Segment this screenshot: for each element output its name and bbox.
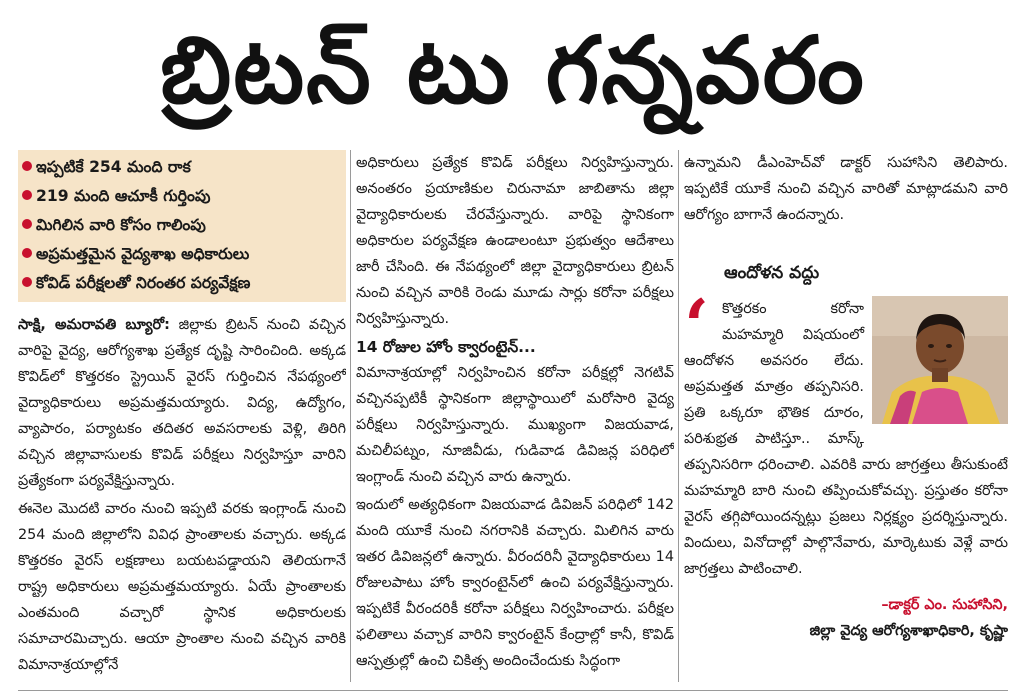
signature-name: –డాక్టర్‌ ఎం. సుహాసిని,: [881, 597, 1008, 613]
column-3: [684, 150, 1008, 690]
highlight-item: ఇప్పటికే 254 మంది రాక: [22, 153, 340, 182]
doctor-photo: [872, 296, 1008, 424]
headline: బ్రిటన్‌ టు గన్నవరం: [160, 17, 866, 124]
article-paragraph: ఇందులో అత్యధికంగా విజయవాడ డివిజన్‌ పరిధిలో 142 మంది యూకే నుంచి నగరానికి వచ్చారు. మిలిగిన వారు ఇతర డివిజన్లలో ఉన్నారు. వీరందరినీ వైద్యాధికారులు 14 రోజులపాటు హోం క్వారంటైన్‌లో ఉంచి పర్యవేక్షిస్తున్నారు. ఇప్పటికే వీరందరికీ కరోనా పరీక్షలు నిర్వహించారు. పరీక్షల ఫలితాలు వచ్చాక వారిని క్వారంటైన్‌ కేంద్రాల్లో కానీ, కొవిడ్‌ ఆస్పత్రుల్లో ఉంచి చికిత్స అందించేందుకు సిద్ధంగా: [356, 497, 674, 669]
signature: [684, 592, 1008, 644]
column-divider: [350, 150, 351, 682]
sidebar-title: ఆందోళన వద్దు: [724, 263, 820, 283]
subheading: 14 రోజుల హోం క్వారంటైన్‌...: [356, 338, 536, 356]
column-1: [18, 150, 346, 690]
column-divider: [678, 150, 679, 682]
bullet-icon: [22, 248, 32, 258]
highlight-item: 219 మంది ఆచూకీ గుర్తింపు: [22, 182, 340, 211]
bullet-icon: [22, 161, 32, 171]
bullet-icon: [22, 219, 32, 229]
article-paragraph: అధికారులు ప్రత్యేక కొవిడ్‌ పరీక్షలు నిర్వహిస్తున్నారు. అనంతరం ప్రయాణికుల చిరునామా జాబితాను జిల్లా వైద్యాధికారులకు చేరవేస్తున్నారు. వారిపై స్థానికంగా అధికారుల పర్యవేక్షణ ఉండాలంటూ ప్రభుత్వం ఆదేశాలు జారీ చేసింది. ఈ నేపథ్యంలో జిల్లా వైద్యాధికారులు బ్రిటన్‌ నుంచి వచ్చిన వారికి రెండు మూడు సార్లు కరోనా పరీక్షలు నిర్వహిస్తున్నారు.: [356, 155, 674, 327]
bullet-icon: [22, 190, 32, 200]
highlight-item: అప్రమత్తమైన వైద్యశాఖ అధికారులు: [22, 240, 340, 269]
portrait-illustration: [872, 296, 1008, 424]
dateline: సాక్షి, అమరావతి బ్యూరో:: [18, 317, 170, 333]
quote-icon: ‘: [684, 283, 710, 368]
bottom-rule: [18, 690, 1008, 691]
bullet-icon: [22, 277, 32, 287]
highlight-item: మిగిలిన వారి కోసం గాలింపు: [22, 211, 340, 240]
quote-block: [684, 283, 1008, 582]
article-paragraph: ఈనెల మొదటి వారం నుంచి ఇప్పటి వరకు ఇంగ్లాండ్‌ నుంచి 254 మంది జిల్లాలోని వివిధ ప్రాంతాలకు వచ్చారు. అక్కడ కొత్తరకం వైరస్‌ లక్షణాలు బయటపడ్డాయని తెలియగానే రాష్ట్ర అధికారులు అప్రమత్తమయ్యారు. ఏయే ప్రాంతాలకు ఎంతమంది వచ్చారో స్థానిక అధికారులకు సమాచారమిచ్చారు. ఆయా ప్రాంతాల నుంచి వచ్చిన వారికి విమానాశ్రయాల్లోనే: [18, 501, 346, 673]
highlights-box: [18, 150, 346, 302]
article-paragraph: సాక్షి, అమరావతి బ్యూరో: జిల్లాకు బ్రిటన్‌ నుంచి వచ్చిన వారిపై వైద్య, ఆరోగ్యశాఖ ప్రత్యేక దృష్టి సారించింది. అక్కడ కొవిడ్‌లో కొత్తరకం స్ట్రెయిన్‌ వైరస్‌ గుర్తించిన నేపథ్యంలో వైద్యాధికారులు అప్రమత్తమయ్యారు. విద్య, ఉద్యోగం, వ్యాపారం, పర్యాటకం తదితర అవసరాలకు వెళ్లి, తిరిగి వచ్చిన జిల్లావాసులకు కొవిడ్‌ పరీక్షలు నిర్వహిస్తూ వారిని ప్రత్యేకంగా పర్యవేక్షిస్తున్నారు.: [18, 317, 346, 489]
article-paragraph: ఉన్నామని డీఎంహెచ్‌వో డాక్టర్‌ సుహాసిని తెలిపారు. ఇప్పటికే యూకే నుంచి వచ్చిన వారితో మాట్లాడమని వారి ఆరోగ్యం బాగానే ఉందన్నారు.: [684, 155, 1008, 223]
highlight-item: కోవిడ్‌ పరీక్షలతో నిరంతర పర్యవేక్షణ: [22, 269, 340, 298]
article-paragraph: విమానాశ్రయాల్లో నిర్వహించిన కరోనా పరీక్షల్లో నెగటివ్‌ వచ్చినప్పటికీ స్థానికంగా జిల్లాస్థాయిలో మరోసారి వైద్య పరీక్షలు నిర్వహిస్తున్నారు. ముఖ్యంగా విజయవాడ, మచిలీపట్నం, నూజివీడు, గుడివాడ డివిజన్ల పరిధిలో ఇంగ్లాండ్‌ నుంచి వచ్చిన వారు ఉన్నారు.: [356, 365, 674, 485]
column-2: [356, 150, 674, 690]
signature-role: జిల్లా వైద్య ఆరోగ్యశాఖాధికారి, కృష్ణా: [809, 623, 1008, 639]
quote-text: కొత్తరకం కరోనా మహమ్మారి విషయంలో ఆందోళన అవసరం లేదు. అప్రమత్తత మాత్రం తప్పనిసరి. ప్రతి ఒక్కరూ భౌతిక దూరం, పరిశుభ్రత పాటిస్తూ.. మాస్క్‌ తప్పనిసరిగా ధరించాలి. ఎవరికి వారు జాగ్రత్తలు తీసుకుంటే మహమ్మారి బారి నుంచి తప్పించుకోవచ్చు. ప్రస్తుతం కరోనా వైరస్‌ తగ్గిపోయిందన్నట్లు ప్రజలు నిర్లక్ష్యం ప్రదర్శిస్తున్నారు. విందులు, వినోదాల్లో పాల్గొనేవారు, మార్కెటుకు వెళ్లే వారు జాగ్రత్తలు పాటించాలి.: [684, 301, 1008, 577]
